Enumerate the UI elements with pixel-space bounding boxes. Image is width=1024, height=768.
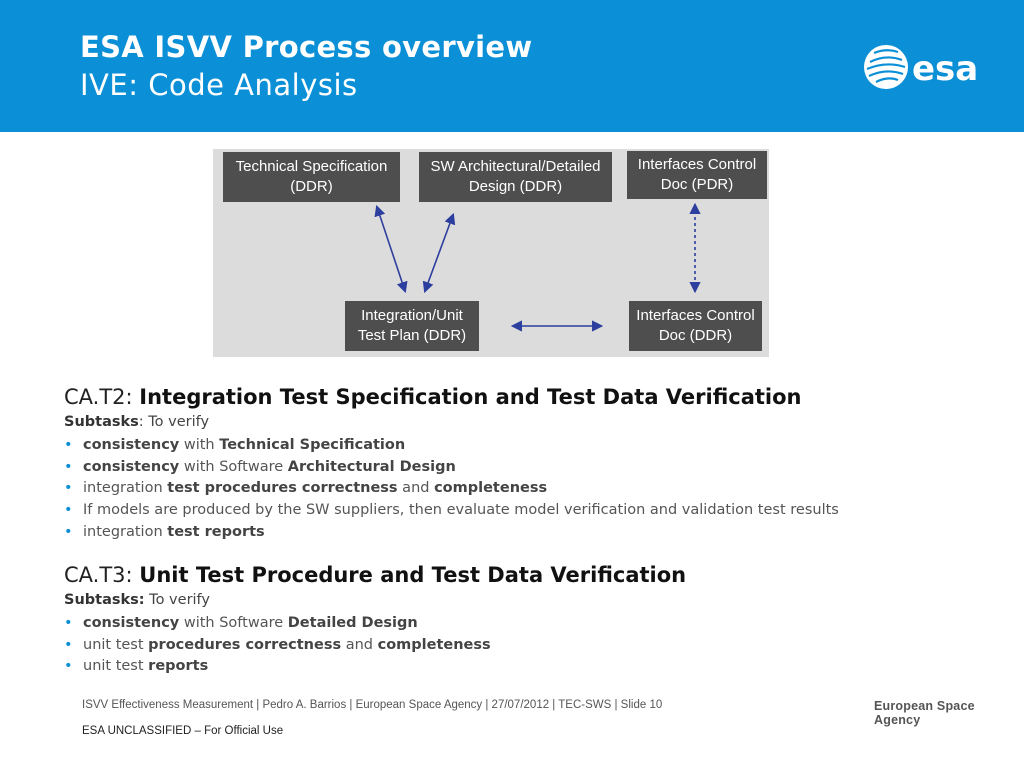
process-diagram xyxy=(213,149,769,357)
bullet-item: • integration test reports xyxy=(64,522,839,544)
section-heading-ca-t3: CA.T3: Unit Test Procedure and Test Data Verification xyxy=(64,563,687,587)
arrow-techspec-itp xyxy=(377,207,405,291)
classification-label: ESA UNCLASSIFIED – For Official Use xyxy=(82,725,284,737)
footer-brand: European Space Agency xyxy=(874,699,975,727)
esa-globe-icon xyxy=(864,45,908,89)
slide-header xyxy=(0,0,1024,132)
bullet-item: • consistency with Software Architectural Design xyxy=(64,457,839,479)
box-technical-specification: Technical Specification (DDR) xyxy=(223,152,400,202)
box-sw-architectural-design: SW Architectural/Detailed Design (DDR) xyxy=(419,152,612,202)
bullet-item: • consistency with Software Detailed Design xyxy=(64,613,491,635)
bullet-item: • If models are produced by the SW suppliers, then evaluate model verification and validation test results xyxy=(64,500,839,522)
bullet-list-ca-t2 xyxy=(64,435,839,544)
slide-title: ESA ISVV Process overview xyxy=(80,30,533,64)
box-integration-unit-test-plan: Integration/Unit Test Plan (DDR) xyxy=(345,301,479,351)
bullet-list-ca-t3 xyxy=(64,613,491,678)
section-heading-ca-t2: CA.T2: Integration Test Specification and Test Data Verification xyxy=(64,385,802,409)
subtasks-label-ca-t2: Subtasks: To verify xyxy=(64,414,210,430)
bullet-item: • integration test procedures correctness and completeness xyxy=(64,478,839,500)
bullet-item: • unit test procedures correctness and completeness xyxy=(64,635,491,657)
bullet-item: • unit test reports xyxy=(64,656,491,678)
esa-logo-text: esa xyxy=(912,49,979,89)
esa-logo xyxy=(862,40,1002,94)
slide-subtitle: IVE: Code Analysis xyxy=(80,68,358,102)
arrow-swarch-itp xyxy=(425,215,453,291)
box-interfaces-control-pdr: Interfaces Control Doc (PDR) xyxy=(627,151,767,199)
box-interfaces-control-ddr: Interfaces Control Doc (DDR) xyxy=(629,301,762,351)
bullet-item: • consistency with Technical Specification xyxy=(64,435,839,457)
subtasks-label-ca-t3: Subtasks: To verify xyxy=(64,592,210,608)
footer-text: ISVV Effectiveness Measurement | Pedro A. Barrios | European Space Agency | 27/07/2012 | TEC-SWS | Slide 10 xyxy=(82,699,663,711)
